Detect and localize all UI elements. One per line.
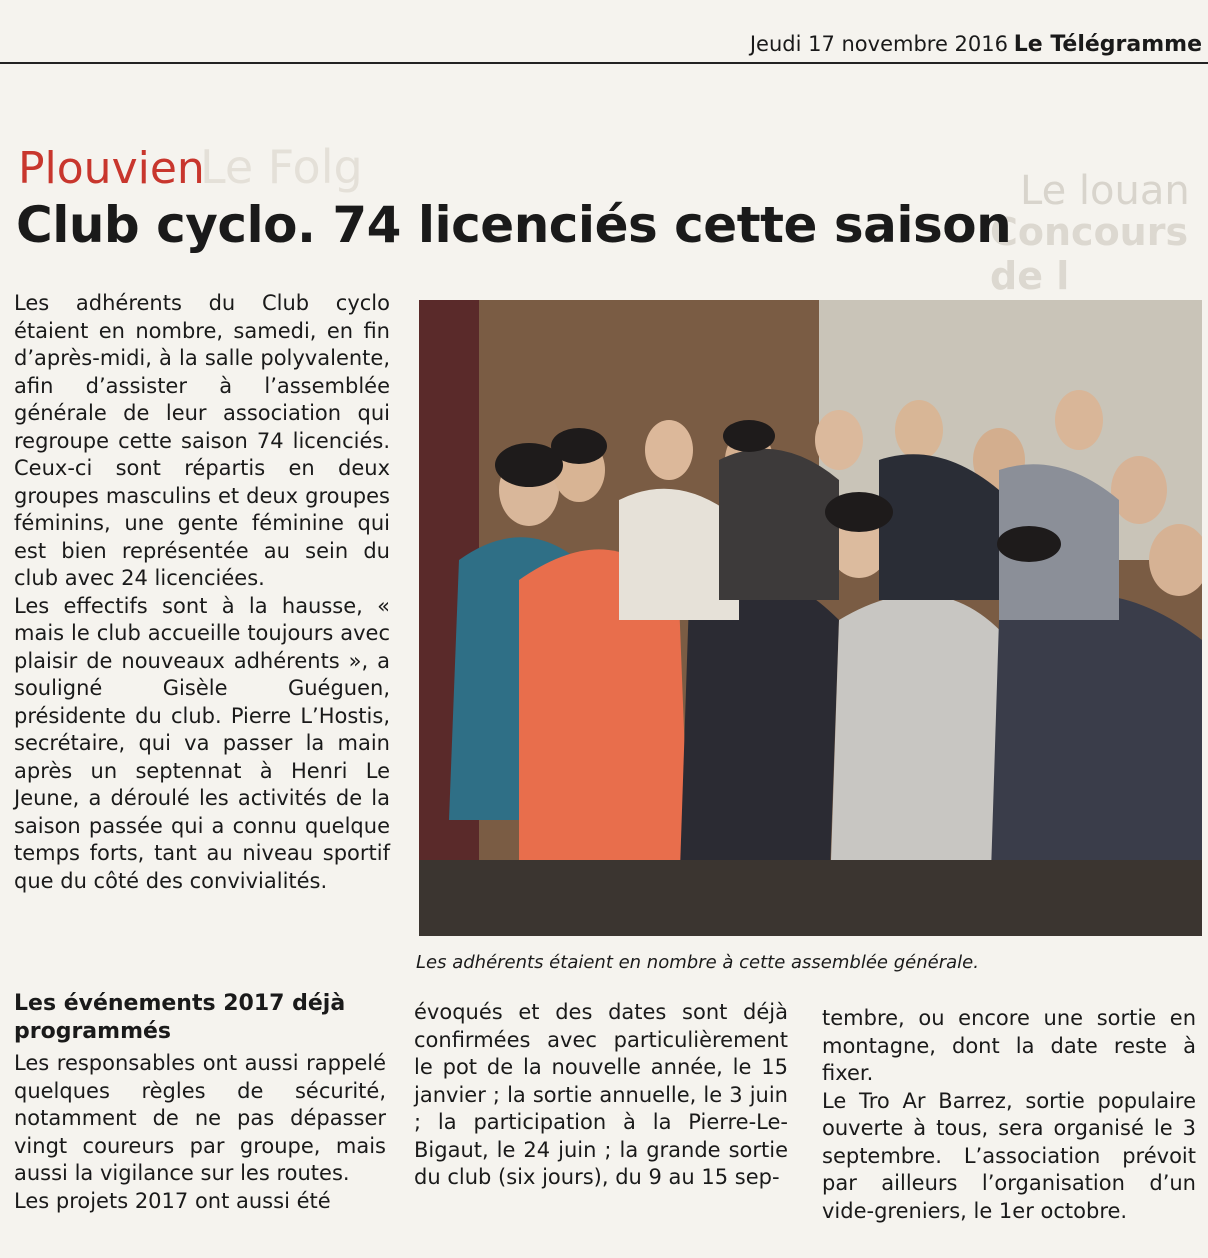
article-subhead: Les événements 2017 déjà programmés — [14, 991, 346, 1044]
paragraph: Les responsables ont aussi rappelé quelques règles de sécurité, notamment de ne pas dépasser vingt coureurs par groupe, mais aussi la vigilance sur les routes. — [14, 1051, 386, 1185]
issue-date: Jeudi 17 novembre 2016 — [749, 32, 1008, 56]
article-headline: Club cyclo. 74 licenciés cette saison — [16, 196, 1012, 254]
article-column-middle — [414, 999, 788, 1192]
paragraph: évoqués et des dates sont déjà confirmées avec particulièrement le pot de la nouvelle année, le 15 janvier ; la sortie annuelle, le 3 juin ; la participation à la Pierre-Le-Bigaut, le 24 juin ; la grande sortie du club (six jours), du 9 au 15 sep- — [414, 1000, 788, 1189]
paragraph: Les adhérents du Club cyclo étaient en nombre, samedi, en fin d’après-midi, à la salle polyvalente, afin d’assister à l’assemblée générale de leur association qui regroupe cette saison 74 licenciés. Ceux-ci sont répartis en deux groupes masculins et deux groupes féminins, une gente féminine qui est bien représentée au sein du club avec 24 licenciées. — [14, 291, 390, 590]
paragraph: Les effectifs sont à la hausse, « mais le club accueille toujours avec plaisir de nouveaux adhérents », a souligné Gisèle Guéguen, présidente du club. Pierre L’Hostis, secrétaire, qui va passer la main après un septennat à Henri Le Jeune, a déroulé les activités de la saison passée qui a connu quelque temps forts, tant au niveau sportif que du côté des convivialités. — [14, 593, 390, 893]
audience-illustration — [419, 300, 1202, 936]
meeting-photo — [419, 300, 1202, 936]
bleed-through-text: Le louan — [1020, 168, 1190, 214]
town-kicker: Plouvien — [18, 143, 205, 194]
page-header — [0, 0, 1208, 64]
bleed-through-text: Le Folg — [200, 140, 363, 194]
paragraph: Les projets 2017 ont aussi été — [14, 1188, 331, 1213]
article-column-left — [14, 290, 390, 895]
photo-caption: Les adhérents étaient en nombre à cette assemblée générale. — [416, 952, 979, 973]
paragraph: Le Tro Ar Barrez, sortie populaire ouverte à tous, sera organisé le 3 septembre. L’association prévoit par ailleurs l’organisation d’un vide-greniers, le 1er octobre. — [822, 1088, 1196, 1223]
bleed-through-text: Concours de l — [990, 210, 1189, 298]
article-column-right — [822, 1005, 1196, 1225]
paragraph: tembre, ou encore une sortie en montagne, dont la date reste à fixer. — [822, 1006, 1196, 1085]
article-column-left-lower — [14, 1050, 386, 1215]
newspaper-name: Le Télégramme — [1013, 32, 1202, 57]
